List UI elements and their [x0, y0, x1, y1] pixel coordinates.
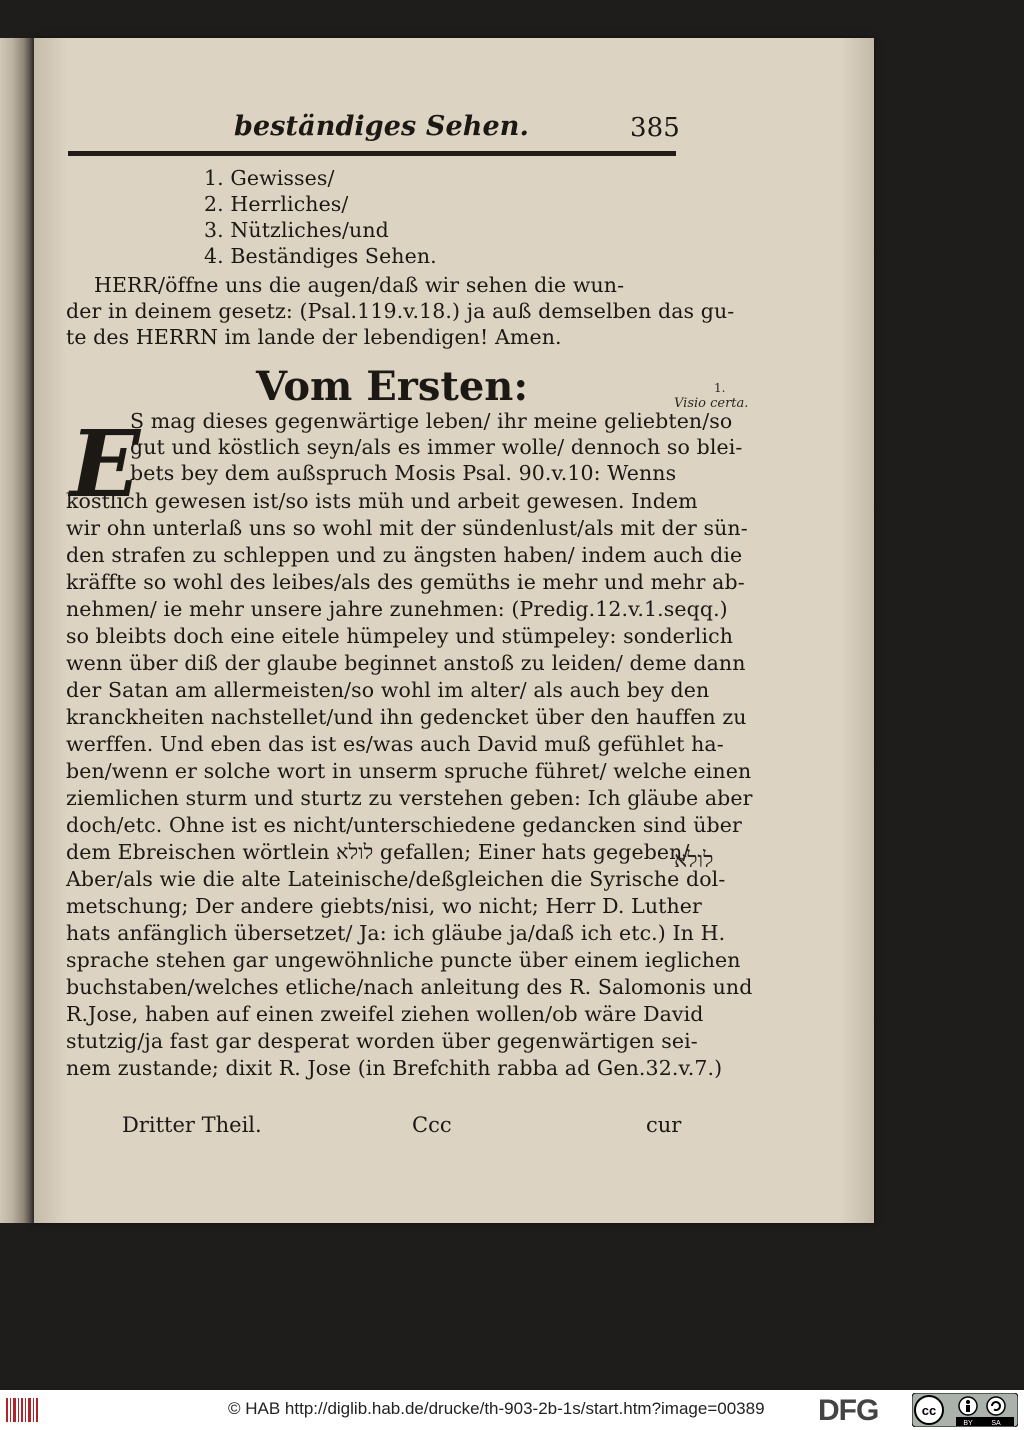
- body-line: S mag dieses gegenwärtige leben/ ihr meine geliebten/so: [130, 409, 733, 433]
- body-line: bets bey dem außspruch Mosis Psal. 90.v.10: Wenns: [130, 461, 677, 485]
- page-number: 385: [630, 113, 680, 143]
- prayer-line: HERR/öffne uns die augen/daß wir sehen die wun-: [94, 273, 625, 297]
- body-line: köstlich gewesen ist/so ists müh und arbeit gewesen. Indem: [66, 489, 698, 513]
- body-line: hats anfänglich übersetzet/ Ja: ich gläube ja/daß ich etc.) In H.: [66, 921, 726, 945]
- body-line: wenn über diß der glaube beginnet anstoß zu leiden/ deme dann: [66, 651, 746, 675]
- cc-license-icon[interactable]: [912, 1393, 1018, 1427]
- body-line: den strafen zu schleppen und zu ängsten haben/ indem auch die: [66, 543, 743, 567]
- body-line: so bleibts doch eine eitele hümpeley und stümpeley: sonderlich: [66, 624, 734, 648]
- body-line: ben/wenn er solche wort in unserm spruche führet/ welche einen: [66, 759, 752, 783]
- facing-page-edge: [0, 38, 34, 1223]
- body-line: wir ohn unterlaß uns so wohl mit der sündenlust/als mit der sün-: [66, 516, 748, 540]
- list-item: 1. Gewisses/: [204, 166, 335, 190]
- body-line: Aber/als wie die alte Lateinische/deßgleichen die Syrische dol-: [66, 867, 726, 891]
- book-page: [34, 38, 874, 1223]
- dfg-logo: DFG: [818, 1394, 879, 1427]
- prayer-line: der in deinem gesetz: (Psal.119.v.18.) ja auß demselben das gu-: [66, 299, 735, 323]
- signature-mark: Ccc: [412, 1113, 452, 1137]
- body-line: nehmen/ ie mehr unsere jahre zunehmen: (Predig.12.v.1.seqq.): [66, 597, 728, 621]
- body-line: werffen. Und eben das ist es/was auch David muß gefühlet ha-: [66, 732, 724, 756]
- prayer-line: te des HERRN im lande der lebendigen! Amen.: [66, 325, 562, 349]
- by-label: BY: [963, 1420, 973, 1427]
- body-line: metschung; Der andere giebts/nisi, wo nicht; Herr D. Luther: [66, 894, 702, 918]
- catchword: cur: [646, 1113, 682, 1137]
- margin-hebrew-word: לולא: [674, 848, 714, 873]
- footer-bar: [0, 1390, 1024, 1430]
- body-line: nem zustande; dixit R. Jose (in Brefchith rabba ad Gen.32.v.7.): [66, 1056, 723, 1080]
- sa-label: SA: [991, 1420, 1001, 1427]
- body-line: gut und köstlich seyn/als es immer wolle/ dennoch so blei-: [130, 435, 743, 459]
- drop-cap: E: [70, 410, 141, 518]
- section-heading: Vom Ersten:: [256, 363, 529, 410]
- running-header-title: beständiges Sehen.: [234, 111, 529, 142]
- body-line: R.Jose, haben auf einen zweifel ziehen wollen/ob wäre David: [66, 1002, 704, 1026]
- body-line: der Satan am allermeisten/so wohl im alter/ als auch bey den: [66, 678, 710, 702]
- body-line: dem Ebreischen wörtlein לולא gefallen; Einer hats gegeben/: [66, 840, 690, 864]
- body-line: sprache stehen gar ungewöhnliche puncte über einem ieglichen: [66, 948, 741, 972]
- body-line: doch/etc. Ohne ist es nicht/unterschiedene gedancken sind über: [66, 813, 742, 837]
- cc-mark: cc: [921, 1403, 937, 1418]
- body-line: stutzig/ja fast gar desperat worden über gegenwärtigen sei-: [66, 1029, 698, 1053]
- list-item: 4. Beständiges Sehen.: [204, 244, 437, 268]
- barcode-icon: [6, 1396, 40, 1424]
- body-line: kranckheiten nachstellet/und ihn gedencket über den hauffen zu: [66, 705, 747, 729]
- margin-note: Visio certa.: [674, 396, 749, 411]
- list-item: 2. Herrliches/: [204, 192, 349, 216]
- source-link[interactable]: © HAB http://diglib.hab.de/drucke/th-903-2b-1s/start.htm?image=00389: [228, 1399, 765, 1418]
- body-line: kräffte so wohl des leibes/als des gemüths ie mehr und mehr ab-: [66, 570, 745, 594]
- margin-number: 1.: [714, 381, 726, 395]
- body-line: ziemlichen sturm und sturtz zu verstehen geben: Ich gläube aber: [66, 786, 753, 810]
- header-rule: [68, 151, 676, 156]
- list-item: 3. Nützliches/und: [204, 218, 389, 242]
- signature-left: Dritter Theil.: [122, 1113, 262, 1137]
- body-line: buchstaben/welches etliche/nach anleitung des R. Salomonis und: [66, 975, 753, 999]
